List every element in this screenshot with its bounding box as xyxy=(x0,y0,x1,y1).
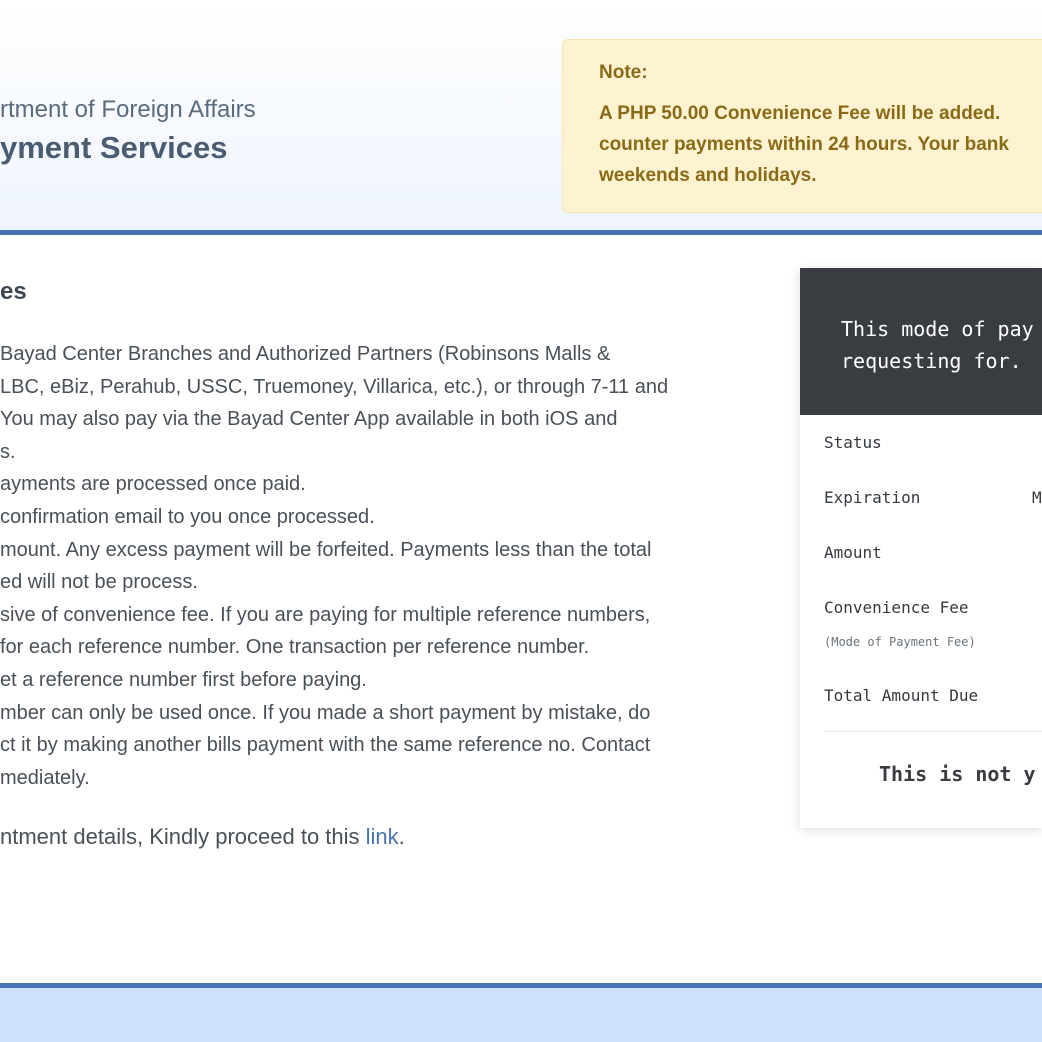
instruction-line: You may also pay via the Bayad Center App available in both iOS and xyxy=(0,408,618,431)
appointment-link[interactable]: link xyxy=(365,824,399,849)
instruction-line: mber can only be used once. If you made a short payment by mistake, do xyxy=(0,701,651,724)
instruction-line: for each reference number. One transaction per reference number. xyxy=(0,636,590,659)
amount-label: Amount xyxy=(824,543,882,562)
instruction-line: confirmation email to you once processed. xyxy=(0,505,375,528)
instruction-line: mount. Any excess payment will be forfeited. Payments less than the total xyxy=(0,538,652,561)
note-line: counter payments within 24 hours. Your bank xyxy=(599,134,1009,155)
instruction-line: LBC, eBiz, Perahub, USSC, Truemoney, Villarica, etc.), or through 7-11 and xyxy=(0,375,669,398)
convenience-fee-label: Convenience Fee xyxy=(824,598,969,617)
convenience-fee-sublabel: (Mode of Payment Fee) xyxy=(824,635,976,649)
card-header xyxy=(800,268,1042,415)
instruction-line: s. xyxy=(0,440,16,463)
link-prefix-text: ntment details, Kindly proceed to this xyxy=(0,824,366,849)
note-box xyxy=(562,39,1042,213)
main-content xyxy=(0,240,1042,985)
card-header-line: requesting for. xyxy=(841,349,1022,373)
link-suffix-text: . xyxy=(398,824,405,849)
card-footer-message: This is not y xyxy=(879,762,1036,786)
appointment-link-line xyxy=(0,824,405,850)
instruction-line: ct it by making another bills payment with the same reference no. Contact xyxy=(0,734,651,757)
instruction-line: sive of convenience fee. If you are paying for multiple reference numbers, xyxy=(0,603,651,626)
site-header xyxy=(0,0,1042,235)
site-footer xyxy=(0,983,1042,1042)
status-label: Status xyxy=(824,433,882,452)
card-header-line: This mode of pay xyxy=(841,317,1034,341)
instruction-line: et a reference number first before paying. xyxy=(0,668,367,691)
card-divider xyxy=(824,731,1042,732)
department-name: rtment of Foreign Affairs xyxy=(0,96,256,123)
instruction-line: ed will not be process. xyxy=(0,571,198,594)
instruction-line: Bayad Center Branches and Authorized Partners (Robinsons Malls & xyxy=(0,343,611,365)
instruction-line: mediately. xyxy=(0,766,90,789)
service-title: yment Services xyxy=(0,130,228,165)
note-line: weekends and holidays. xyxy=(599,165,817,186)
instructions-text xyxy=(0,338,668,794)
expiration-value: M xyxy=(1032,488,1042,507)
note-line: A PHP 50.00 Convenience Fee will be added. xyxy=(599,103,1001,124)
section-title: es xyxy=(0,278,27,305)
instruction-line: ayments are processed once paid. xyxy=(0,473,306,496)
payment-summary-card xyxy=(800,268,1042,828)
note-title: Note: xyxy=(599,62,648,83)
expiration-label: Expiration xyxy=(824,488,921,507)
total-amount-label: Total Amount Due xyxy=(824,686,979,705)
